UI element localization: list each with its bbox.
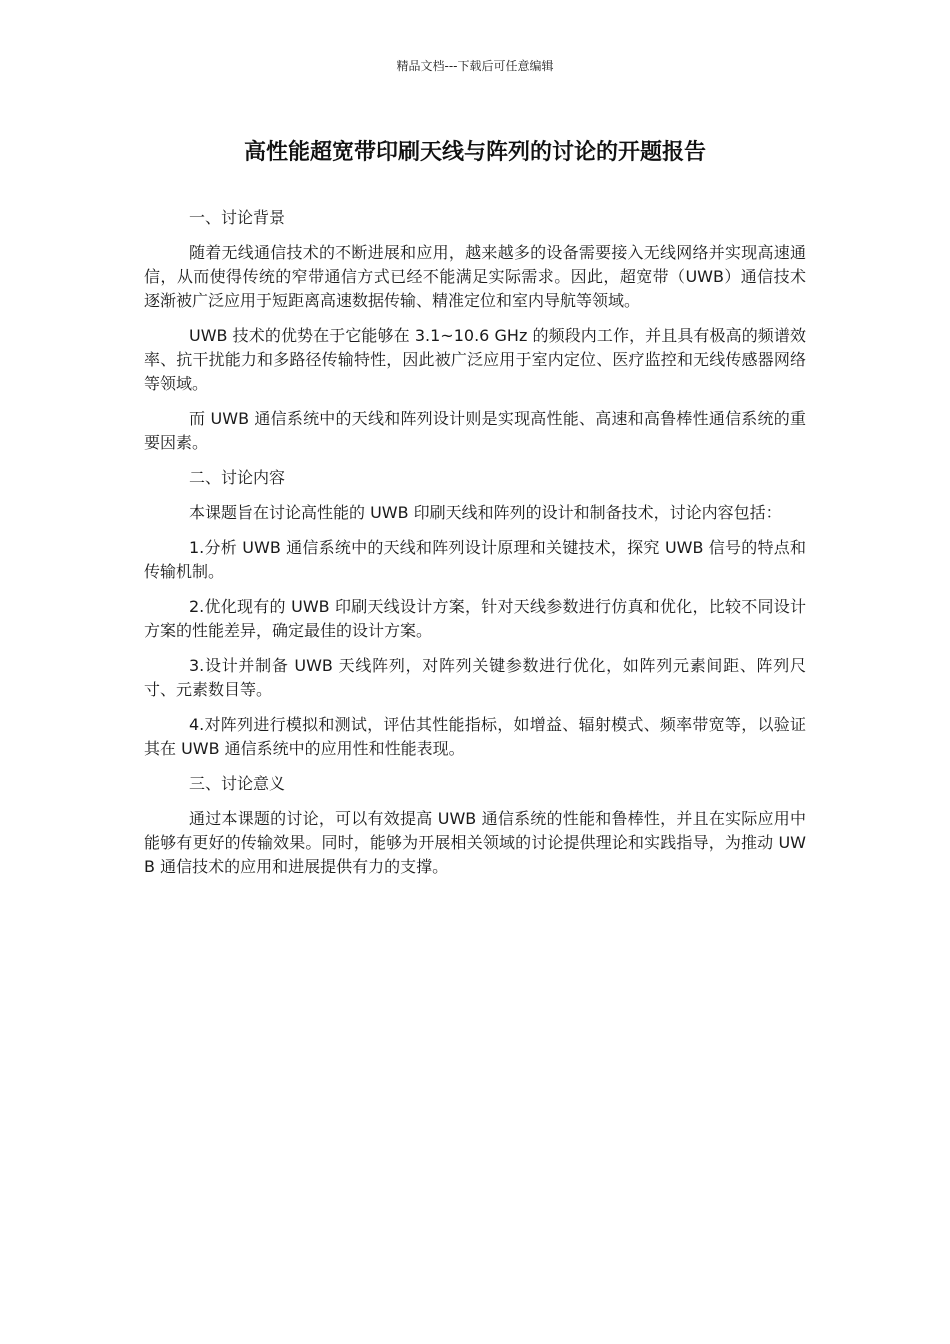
list-item-paragraph: 4.对阵列进行模拟和测试，评估其性能指标，如增益、辐射模式、频率带宽等，以验证其在 UWB 通信系统中的应用性和性能表现。 [144, 715, 806, 758]
list-item-paragraph: 1.分析 UWB 通信系统中的天线和阵列设计原理和关键技术，探究 UWB 信号的特点和传输机制。 [144, 538, 806, 581]
paragraph: 随着无线通信技术的不断进展和应用，越来越多的设备需要接入无线网络并实现高速通信，从而使得传统的窄带通信方式已经不能满足实际需求。因此，超宽带（UWB）通信技术逐渐被广泛应用于短距离高速数据传输、精准定位和室内导航等领域。 [144, 243, 806, 310]
paragraph: UWB 技术的优势在于它能够在 3.1~10.6 GHz 的频段内工作，并且具有极高的频谱效率、抗干扰能力和多路径传输特性，因此被广泛应用于室内定位、医疗监控和无线传感器网络等领域。 [144, 326, 806, 393]
paragraph: 本课题旨在讨论高性能的 UWB 印刷天线和阵列的设计和制备技术，讨论内容包括： [189, 503, 782, 522]
paragraph: 通过本课题的讨论，可以有效提高 UWB 通信系统的性能和鲁棒性，并且在实际应用中能够有更好的传输效果。同时，能够为开展相关领域的讨论提供理论和实践指导，为推动 UWB 通信技术的应用和进展提供有力的支撑。 [144, 809, 806, 876]
header-note: 精品文档---下载后可任意编辑 [396, 59, 554, 73]
document-body [144, 206, 806, 890]
list-item-paragraph: 2.优化现有的 UWB 印刷天线设计方案，针对天线参数进行仿真和优化，比较不同设计方案的性能差异，确定最佳的设计方案。 [144, 597, 806, 640]
section-heading-background: 一、讨论背景 [189, 208, 286, 227]
list-item-paragraph: 3.设计并制备 UWB 天线阵列，对阵列关键参数进行优化，如阵列元素间距、阵列尺寸、元素数目等。 [144, 656, 806, 699]
section-heading-content: 二、讨论内容 [189, 468, 286, 487]
document-title: 高性能超宽带印刷天线与阵列的讨论的开题报告 [243, 140, 706, 165]
paragraph: 而 UWB 通信系统中的天线和阵列设计则是实现高性能、高速和高鲁棒性通信系统的重要因素。 [144, 409, 806, 452]
section-heading-significance: 三、讨论意义 [189, 774, 286, 793]
